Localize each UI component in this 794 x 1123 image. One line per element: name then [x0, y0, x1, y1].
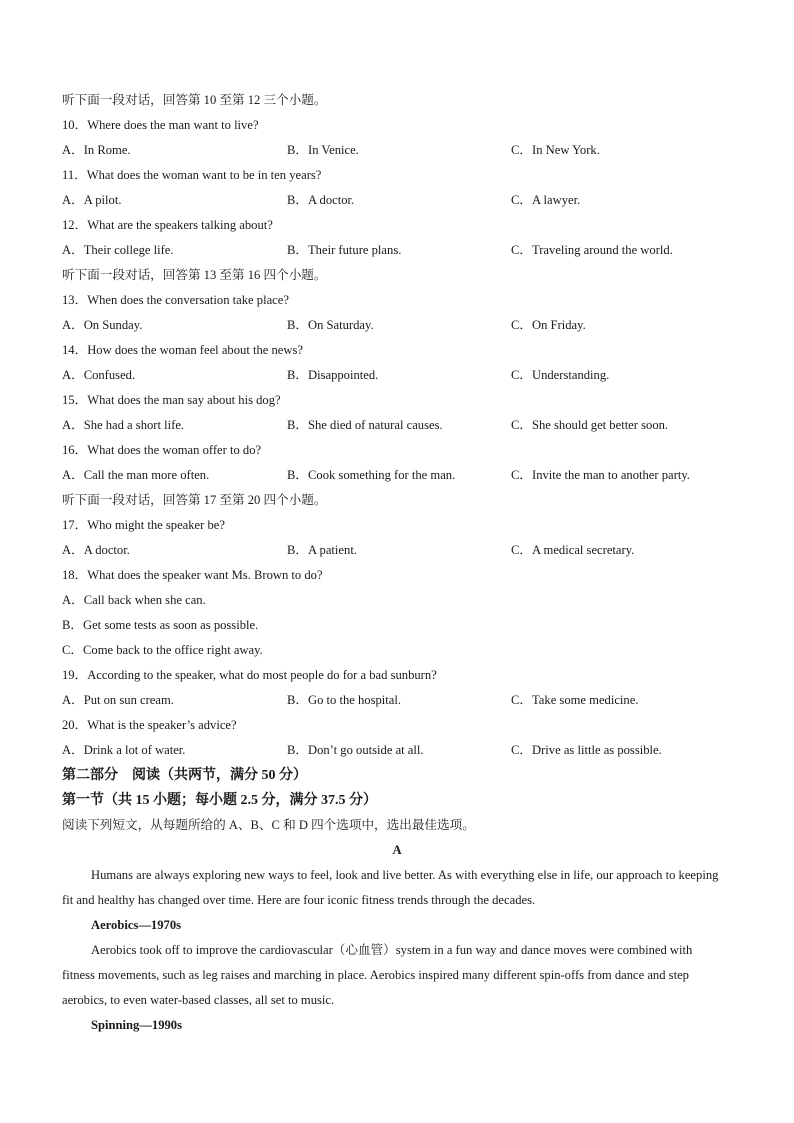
option-15-c: C．She should get better soon.	[511, 418, 669, 432]
option-16-a: A．Call the man more often.	[62, 468, 210, 482]
exam-page	[62, 88, 732, 1038]
option-20-b: B．Don’t go outside at all.	[287, 743, 424, 757]
option-18-c: C．Come back to the office right away.	[62, 643, 263, 657]
reading-section-title: 第一节（共 15 小题；每小题 2.5 分，满分 37.5 分）	[62, 793, 377, 808]
options-10	[62, 138, 732, 163]
spinning-heading: Spinning—1990s	[91, 1018, 182, 1032]
passage-intro: Humans are always exploring new ways to feel, look and live better. As with everything else in life, our approach to keeping fit and healthy has changed over time. Here are four iconic fitness trends through the decades.	[62, 868, 719, 907]
option-19-b: B．Go to the hospital.	[287, 693, 402, 707]
question-14: 14．How does the woman feel about the news?	[62, 343, 303, 357]
option-18-b: B．Get some tests as soon as possible.	[62, 618, 259, 632]
option-13-a: A．On Sunday.	[62, 318, 143, 332]
option-18-a: A．Call back when she can.	[62, 593, 206, 607]
question-18: 18．What does the speaker want Ms. Brown to do?	[62, 568, 323, 582]
reading-instruction: 阅读下列短文，从每题所给的 A、B、C 和 D 四个选项中，选出最佳选项。	[62, 818, 475, 832]
option-12-c: C．Traveling around the world.	[511, 243, 673, 257]
option-10-b: B．In Venice.	[287, 143, 359, 157]
passage-label: A	[392, 843, 402, 857]
options-11	[62, 188, 732, 213]
reading-part-title: 第二部分 阅读（共两节，满分 50 分）	[62, 768, 307, 783]
question-19: 19．According to the speaker, what do most people do for a bad sunburn?	[62, 668, 437, 682]
options-16	[62, 463, 732, 488]
options-14	[62, 363, 732, 388]
question-13: 13．When does the conversation take place?	[62, 293, 289, 307]
question-17: 17．Who might the speaker be?	[62, 518, 225, 532]
question-15: 15．What does the man say about his dog?	[62, 393, 281, 407]
section-instruction-10-12: 听下面一段对话，回答第 10 至第 12 三个小题。	[62, 93, 327, 107]
option-11-a: A．A pilot.	[62, 193, 122, 207]
options-15	[62, 413, 732, 438]
option-17-a: A．A doctor.	[62, 543, 130, 557]
options-19	[62, 688, 732, 713]
option-11-c: C．A lawyer.	[511, 193, 581, 207]
options-13	[62, 313, 732, 338]
options-20	[62, 738, 732, 763]
option-15-a: A．She had a short life.	[62, 418, 185, 432]
option-16-c: C．Invite the man to another party.	[511, 468, 690, 482]
option-13-c: C．On Friday.	[511, 318, 586, 332]
option-14-b: B．Disappointed.	[287, 368, 379, 382]
option-12-b: B．Their future plans.	[287, 243, 402, 257]
question-20: 20．What is the speaker’s advice?	[62, 718, 237, 732]
options-17	[62, 538, 732, 563]
section-instruction-17-20: 听下面一段对话，回答第 17 至第 20 四个小题。	[62, 493, 327, 507]
option-14-a: A．Confused.	[62, 368, 136, 382]
question-12: 12．What are the speakers talking about?	[62, 218, 273, 232]
option-10-c: C．In New York.	[511, 143, 600, 157]
option-11-b: B．A doctor.	[287, 193, 355, 207]
option-19-c: C．Take some medicine.	[511, 693, 639, 707]
options-12	[62, 238, 732, 263]
option-19-a: A．Put on sun cream.	[62, 693, 174, 707]
option-15-b: B．She died of natural causes.	[287, 418, 443, 432]
option-16-b: B．Cook something for the man.	[287, 468, 456, 482]
aerobics-paragraph: Aerobics took off to improve the cardiovascular（心血管）system in a fun way and dance moves were combined with fitness movements, such as leg raises and marching in place. Aerobics inspired many different spin-offs from dance and step aerobics, to even water-based classes, all set to music.	[62, 943, 693, 1007]
option-12-a: A．Their college life.	[62, 243, 174, 257]
aerobics-heading: Aerobics—1970s	[91, 918, 182, 932]
option-20-a: A．Drink a lot of water.	[62, 743, 186, 757]
option-17-b: B．A patient.	[287, 543, 357, 557]
section-instruction-13-16: 听下面一段对话，回答第 13 至第 16 四个小题。	[62, 268, 327, 282]
question-16: 16．What does the woman offer to do?	[62, 443, 262, 457]
option-10-a: A．In Rome.	[62, 143, 131, 157]
option-13-b: B．On Saturday.	[287, 318, 374, 332]
option-20-c: C．Drive as little as possible.	[511, 743, 662, 757]
question-10: 10．Where does the man want to live?	[62, 118, 259, 132]
option-17-c: C．A medical secretary.	[511, 543, 635, 557]
question-11: 11．What does the woman want to be in ten years?	[62, 168, 322, 182]
option-14-c: C．Understanding.	[511, 368, 610, 382]
